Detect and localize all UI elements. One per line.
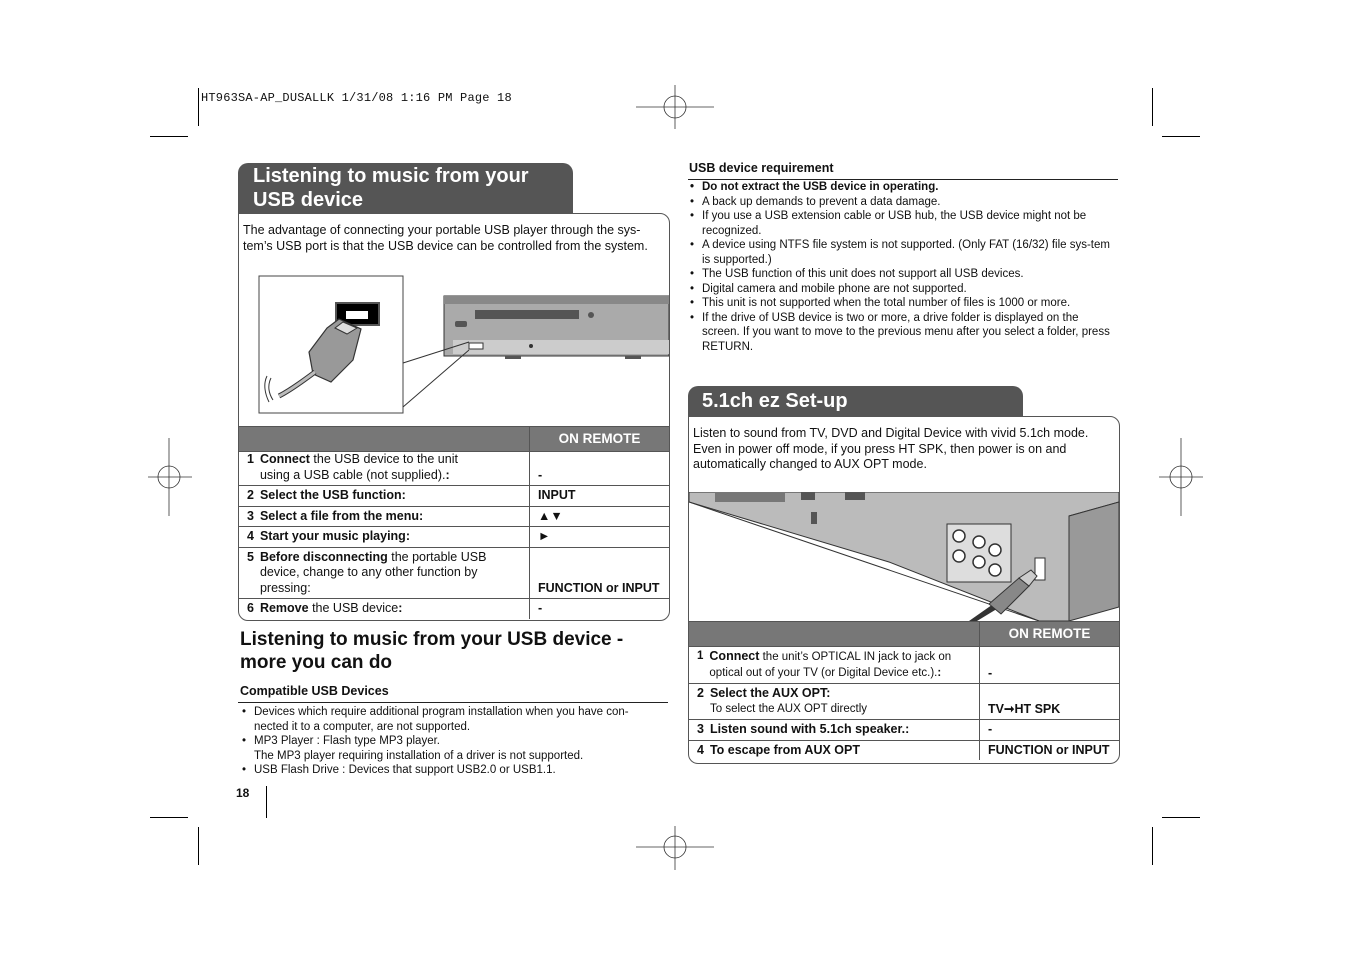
- step-rest: the USB device: [308, 601, 399, 615]
- page-number: 18: [236, 786, 250, 800]
- list-item: • MP3 Player : Flash type MP3 player.: [240, 734, 660, 749]
- crop-mark: [150, 817, 188, 818]
- print-slug: HT963SA-AP_DUSALLK 1/31/08 1:16 PM Page 18: [201, 91, 512, 105]
- step-text: [689, 720, 980, 741]
- list-item: • USB Flash Drive : Devices that support USB2.0 or USB1.1.: [240, 763, 660, 778]
- compat-heading: Compatible USB Devices: [240, 684, 389, 698]
- step-number: 3: [697, 722, 704, 736]
- registration-mark: [1159, 438, 1203, 516]
- step-text: [239, 547, 530, 599]
- list-item: • Digital camera and mobile phone are not supported.: [688, 282, 1116, 297]
- table-row: [239, 452, 669, 486]
- step-number: 1: [247, 452, 254, 466]
- step-bold: Select a file from the menu:: [259, 508, 424, 523]
- step-number: 4: [697, 742, 704, 757]
- ez-setup-section-box: [688, 416, 1120, 764]
- step-bold: Before disconnecting: [259, 549, 388, 564]
- crop-mark: [198, 88, 199, 126]
- step-bold: Connect: [259, 452, 310, 466]
- table-row: [689, 684, 1119, 720]
- step-remote: INPUT: [530, 486, 670, 507]
- usb-section-box: [238, 213, 670, 621]
- step-remote: -: [530, 452, 670, 486]
- registration-mark: [636, 826, 714, 870]
- table-row: [239, 547, 669, 599]
- crop-mark: [1152, 827, 1153, 865]
- compat-list: [240, 705, 660, 778]
- step-rest: the unit’s OPTICAL IN jack to jack on optical out of your TV (or Digital Device etc.).: [709, 651, 952, 679]
- step-number: 4: [247, 529, 254, 543]
- divider: [238, 702, 668, 703]
- table-row: [689, 740, 1119, 760]
- crop-mark: [1162, 817, 1200, 818]
- ez-setup-intro: Listen to sound from TV, DVD and Digital Device with vivid 5.1ch mode. Even in power off mode, if you press HT SPK, then power is on and automatically changed to AUX OPT mode.: [693, 426, 1089, 471]
- step-bold: Remove: [259, 601, 309, 615]
- steps-header-blank: [689, 622, 980, 647]
- step-number: 1: [697, 650, 704, 662]
- step-remote: ►: [530, 527, 670, 548]
- more-you-can-do-title: Listening to music from your USB device - more you can do: [240, 629, 624, 673]
- page-number-rule: [266, 786, 267, 818]
- crop-mark: [198, 827, 199, 865]
- usb-requirement-heading: USB device requirement: [689, 161, 834, 175]
- step-number: 5: [247, 549, 254, 564]
- list-item: The MP3 player requiring installation of a driver is not supported.: [254, 749, 584, 762]
- table-row: [689, 720, 1119, 741]
- list-item: • If you use a USB extension cable or USB hub, the USB device might not be recognized.: [688, 209, 1116, 238]
- table-row: [239, 486, 669, 507]
- table-row: [239, 599, 669, 619]
- usb-intro: The advantage of connecting your portable USB player through the sys-tem’s USB port is that the USB device can be controlled from the system.: [243, 223, 648, 253]
- step-bold: To escape from AUX OPT: [709, 742, 860, 757]
- step-sub: To select the AUX OPT directly: [710, 702, 868, 715]
- step-rest: the portable USB device, change to any other function by pressing:: [259, 549, 487, 595]
- step-remote: -: [980, 647, 1120, 684]
- step-text: [689, 684, 980, 720]
- step-text: [689, 740, 980, 760]
- step-remote: -: [530, 599, 670, 619]
- crop-mark: [150, 136, 188, 137]
- step-number: 3: [247, 508, 254, 523]
- step-text: [689, 647, 980, 684]
- ez-setup-steps-table: [689, 621, 1119, 760]
- step-tail: :: [398, 601, 403, 615]
- step-number: 6: [247, 601, 254, 615]
- registration-mark: [148, 438, 192, 516]
- step-bold: Start your music playing:: [259, 529, 410, 543]
- list-item: • The USB function of this unit does not support all USB devices.: [688, 267, 1116, 282]
- section-title-usb: [238, 163, 573, 213]
- usb-connection-illustration: [239, 274, 669, 426]
- section-title-line2: USB device: [253, 189, 364, 211]
- table-row: [239, 506, 669, 527]
- step-number: 2: [247, 488, 254, 502]
- step-text: [239, 506, 530, 527]
- step-number: 2: [697, 686, 704, 700]
- table-row: [239, 527, 669, 548]
- list-item: • A back up demands to prevent a data damage.: [688, 195, 1116, 210]
- step-bold: Select the AUX OPT:: [709, 686, 831, 700]
- steps-header-blank: [239, 427, 530, 452]
- step-bold: Connect: [709, 649, 760, 663]
- usb-requirement-list: [688, 180, 1116, 354]
- usb-steps-table: [239, 426, 669, 619]
- step-remote: FUNCTION or INPUT: [530, 547, 670, 599]
- step-text: [239, 452, 530, 486]
- step-rest: the USB device to the unit using a USB cable (not supplied).: [259, 452, 458, 482]
- on-remote-header: ON REMOTE: [530, 427, 670, 452]
- section-title-ez-setup: 5.1ch ez Set-up: [688, 386, 1023, 416]
- list-item: • A device using NTFS file system is not supported. (Only FAT (16/32) file sys-tem is supported.): [688, 238, 1116, 267]
- step-remote: ▲▼: [530, 506, 670, 527]
- crop-mark: [1152, 88, 1153, 126]
- step-tail: :: [445, 467, 450, 482]
- step-text: [239, 486, 530, 507]
- step-tail: :: [937, 666, 942, 679]
- crop-mark: [1162, 136, 1200, 137]
- step-remote: FUNCTION or INPUT: [980, 740, 1120, 760]
- step-remote: -: [980, 720, 1120, 741]
- registration-mark: [636, 85, 714, 129]
- list-item: • Do not extract the USB device in operating.: [688, 180, 1116, 195]
- optical-connection-illustration: [689, 492, 1119, 621]
- step-text: [239, 527, 530, 548]
- list-item: • This unit is not supported when the total number of files is 1000 or more.: [688, 296, 1116, 311]
- step-bold: Select the USB function:: [259, 488, 406, 502]
- step-bold: Listen sound with 5.1ch speaker.:: [709, 722, 910, 736]
- list-item: • Devices which require additional program installation when you have con-nected it to a computer, are not supported.: [240, 705, 660, 734]
- section-title-line1: Listening to music from your: [253, 165, 529, 187]
- table-row: [689, 647, 1119, 684]
- step-remote: TV➞HT SPK: [980, 684, 1120, 720]
- step-text: [239, 599, 530, 619]
- on-remote-header: ON REMOTE: [980, 622, 1120, 647]
- list-item: • If the drive of USB device is two or more, a drive folder is displayed on the screen. If you want to move to the previous menu after you select a folder, press RETURN.: [688, 311, 1116, 355]
